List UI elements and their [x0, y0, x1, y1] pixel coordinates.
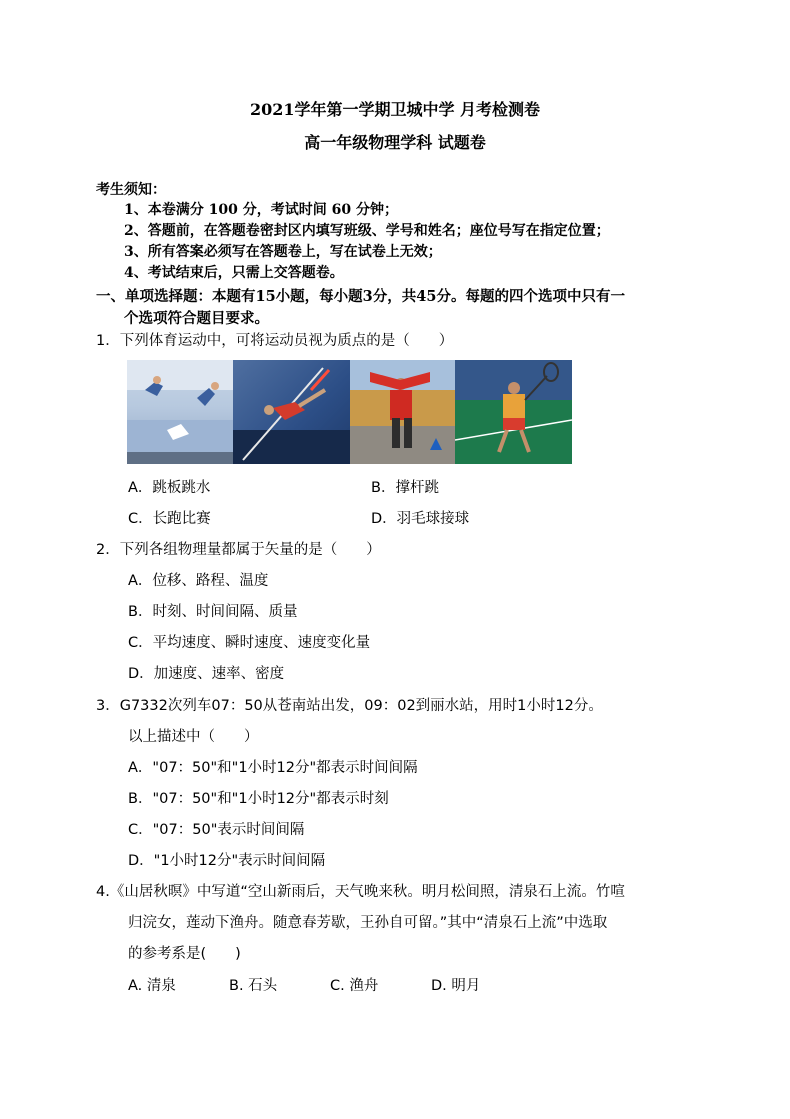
question-1-photo-strip	[127, 360, 572, 464]
notice-heading: 考生须知：	[96, 182, 166, 198]
question-1-option-b: B．撑杆跳	[371, 480, 439, 496]
question-3-option-d: D．"1小时12分"表示时间间隔	[128, 853, 326, 869]
badminton-photo	[455, 360, 572, 464]
question-3-option-b: B．"07：50"和"1小时12分"都表示时刻	[128, 791, 389, 807]
question-4-option-a: A. 清泉	[128, 978, 176, 994]
question-1-stem: 1．下列体育运动中，可将运动员视为质点的是（ ）	[96, 333, 454, 349]
question-4-stem: 4.《山居秋暝》中写道“空山新雨后，天气晚来秋。明月松间照，清泉石上流。竹喧	[96, 884, 625, 900]
question-4-stem-cont: 的参考系是( )	[128, 946, 241, 962]
question-3-option-c: C．"07：50"表示时间间隔	[128, 822, 305, 838]
section-heading-cont: 个选项符合题目要求。	[124, 310, 269, 327]
question-4-stem-cont: 归浣女，莲动下渔舟。随意春芳歇，王孙自可留。”其中“清泉石上流”中选取	[128, 915, 608, 931]
notice-item: 3、所有答案必须写在答题卷上，写在试卷上无效；	[124, 244, 442, 260]
question-4-option-d: D. 明月	[431, 978, 481, 994]
question-4-option-b: B. 石头	[229, 978, 278, 994]
notice-item: 4、考试结束后，只需上交答题卷。	[124, 265, 344, 281]
notice-item: 2、答题前，在答题卷密封区内填写班级、学号和姓名；座位号写在指定位置；	[124, 223, 610, 239]
question-4-option-c: C. 渔舟	[330, 978, 379, 994]
question-1-option-a: A．跳板跳水	[128, 480, 211, 496]
marathon-photo	[350, 360, 455, 464]
question-3-stem: 3．G7332次列车07：50从苍南站出发，09：02到丽水站，用时1小时12分。	[96, 698, 603, 714]
question-2-option-c: C．平均速度、瞬时速度、速度变化量	[128, 635, 371, 651]
question-1-option-d: D．羽毛球接球	[371, 511, 470, 527]
notice-item: 1、本卷满分 100 分，考试时间 60 分钟；	[124, 202, 398, 218]
question-3-option-a: A．"07：50"和"1小时12分"都表示时间间隔	[128, 760, 418, 776]
question-2-stem: 2．下列各组物理量都属于矢量的是（ ）	[96, 542, 381, 558]
question-1-option-c: C．长跑比赛	[128, 511, 211, 527]
exam-title: 2021学年第一学期卫城中学 月考检测卷	[249, 100, 541, 119]
question-2-option-a: A．位移、路程、温度	[128, 573, 269, 589]
pole-vault-photo	[233, 360, 350, 464]
diving-photo	[127, 360, 233, 464]
question-2-option-d: D．加速度、速率、密度	[128, 666, 285, 682]
exam-subtitle: 高一年级物理学科 试题卷	[304, 133, 486, 152]
question-2-option-b: B．时刻、时间间隔、质量	[128, 604, 298, 620]
question-3-stem-cont: 以上描述中（ ）	[128, 729, 259, 745]
section-heading: 一、单项选择题：本题有15小题，每小题3分，共45分。每题的四个选项中只有一	[96, 288, 625, 305]
